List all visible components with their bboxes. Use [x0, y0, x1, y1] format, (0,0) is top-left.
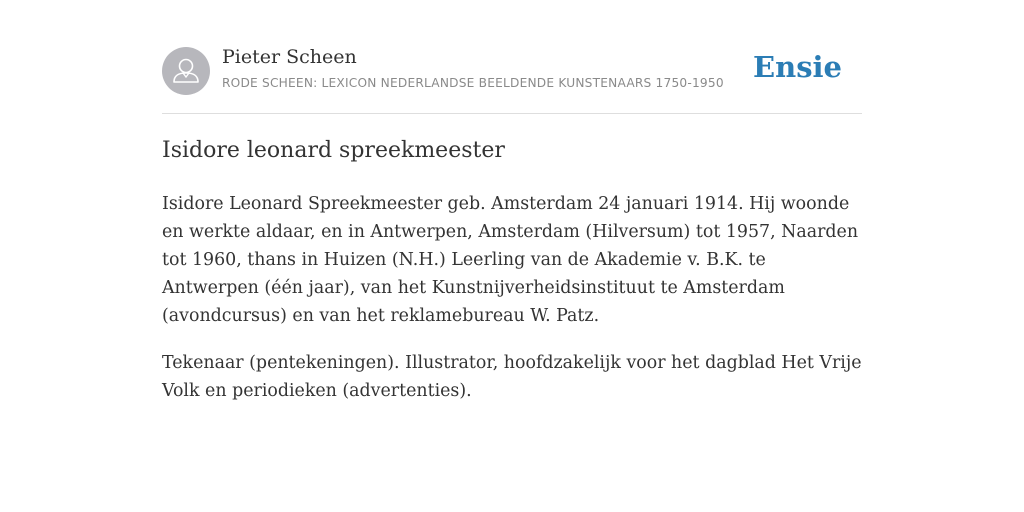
divider: [162, 113, 862, 114]
source-title[interactable]: RODE SCHEEN: LEXICON NEDERLANDSE BEELDENDE KUNSTENAARS 1750-1950: [222, 76, 724, 90]
article-title: Isidore leonard spreekmeester: [162, 138, 505, 163]
author-header: [162, 46, 862, 96]
article-paragraph: Isidore Leonard Spreekmeester geb. Amsterdam 24 januari 1914. Hij woonde en werkte aldaar, en in Antwerpen, Amsterdam (Hilversum) tot 1957, Naarden tot 1960, thans in Huizen (N.H.) Leerling van de Akademie v. B.K. te Antwerpen (één jaar), van het Kunstnijverheidsinstituut te Amsterdam (avondcursus) en van het reklamebureau W. Patz.: [162, 194, 859, 326]
brand-logo[interactable]: Ensie: [753, 50, 842, 84]
user-icon: [162, 47, 210, 95]
article-body: [162, 190, 862, 424]
article-paragraph: Tekenaar (pentekeningen). Illustrator, hoofdzakelijk voor het dagblad Het Vrije Volk en periodieken (advertenties).: [162, 353, 862, 401]
avatar[interactable]: [162, 47, 210, 95]
author-name[interactable]: Pieter Scheen: [222, 46, 357, 68]
